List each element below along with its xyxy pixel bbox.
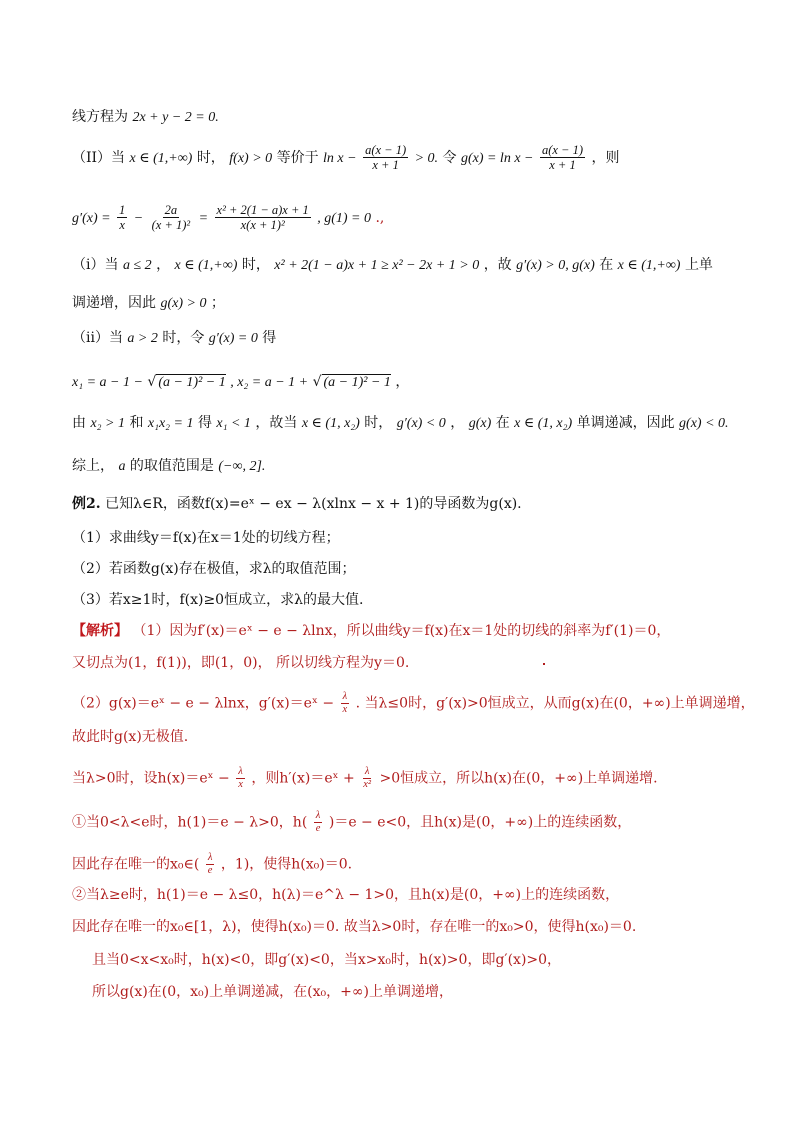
line-part-ii	[72, 143, 619, 173]
radical: √ (a − 1)² − 1	[147, 374, 225, 390]
text: 故此时g(x)无极值.	[72, 729, 189, 745]
math: , x₂ = a − 1 +	[230, 375, 309, 390]
fraction: $\frac{\lambda}{\text{x²}}$	[363, 766, 372, 791]
line-roots-conclusion	[72, 416, 729, 431]
monotonic-1	[92, 953, 561, 967]
stray-dot	[543, 663, 545, 665]
text: 调递增，因此	[72, 295, 156, 311]
text: 时，	[364, 415, 393, 431]
fraction: $\frac{\lambda}{e}$	[315, 810, 321, 835]
text: 线方程为	[72, 109, 128, 125]
text: ，	[450, 415, 465, 431]
example-body: 已知λ∈R，函数f(x)=eˣ − ex − λ(xlnx − x + 1)的导函数为g(x).	[105, 496, 522, 512]
example-2	[72, 497, 522, 511]
text: （3）若x≥1时，f(x)≥0恒成立，求λ的最大值.	[72, 592, 364, 608]
math: x₁ = a − 1 −	[72, 375, 143, 390]
text: )＝e − e<0，且h(x)是(0，+∞)上的连续函数，	[328, 814, 632, 831]
text: 在	[495, 415, 510, 431]
text: .,	[375, 209, 385, 226]
line-case-i	[72, 258, 713, 273]
text: >0恒成立，所以h(x)在(0，+∞)上单调递增.	[379, 770, 658, 787]
text: （i）当	[72, 257, 119, 273]
line-summary	[72, 459, 265, 474]
fraction: $\frac{1}{x}$	[119, 203, 126, 233]
text: 的取值范围是	[129, 458, 214, 474]
text: ，故当	[255, 415, 298, 431]
text: ；	[210, 295, 225, 311]
text: . 当λ≤0时，g′(x)>0恒成立，从而g(x)在(0，+∞)上单调递增，	[355, 695, 755, 712]
math: g(x)	[468, 416, 492, 431]
text: 等价于	[276, 149, 319, 166]
text: （II）当	[72, 149, 126, 166]
text: 上单	[684, 257, 713, 273]
math: x₁ < 1	[216, 416, 251, 431]
math: g(x) = ln x −	[460, 150, 534, 166]
math: x² + 2(1 − a)x + 1 ≥ x² − 2x + 1 > 0	[274, 258, 480, 273]
math: =	[198, 210, 209, 226]
text: （2）若函数g(x)存在极值，求λ的取值范围；	[72, 561, 356, 577]
line-case-i-cont	[72, 296, 225, 311]
text: 单调递减，因此	[576, 415, 675, 431]
text: 和	[129, 415, 144, 431]
text: 因此存在唯一的x₀∈(	[72, 856, 200, 873]
math: x₂ > 1	[90, 416, 125, 431]
fraction: $\frac{\lambda}{x}$	[342, 691, 348, 716]
fraction: $\frac{\lambda}{e}$	[207, 852, 213, 877]
text: （1）因为f′(x)＝eˣ − e − λlnx，所以曲线y＝f(x)在x＝1处的切线的斜率为f′(1)＝0，	[132, 623, 671, 639]
text: ，	[156, 257, 171, 273]
text: 时，令	[162, 330, 205, 346]
math: x ∈ (1,+∞)	[129, 150, 193, 166]
solution-part-2	[72, 691, 755, 716]
question-2	[72, 562, 356, 576]
question-1	[72, 531, 340, 545]
radical: √ (a − 1)² − 1	[313, 374, 391, 390]
math: g(x) < 0.	[679, 416, 729, 431]
text: 得	[262, 330, 277, 346]
text: 因此存在唯一的x₀∈[1，λ)，使得h(x₀)＝0. 故当λ>0时，存在唯一的x₀>0，使得h(x₀)＝0.	[72, 919, 637, 935]
math: x₁x₂ = 1	[147, 416, 194, 431]
text: ①当0<λ<e时，h(1)＝e − λ>0，h(	[72, 814, 308, 831]
text: ②当λ≥e时，h(1)＝e − λ≤0，h(λ)＝e^λ − 1>0，且h(x)是(0，+∞)上的连续函数，	[72, 887, 620, 903]
text: （ii）当	[72, 330, 123, 346]
text: 在	[599, 257, 614, 273]
text: 令	[442, 149, 457, 166]
text: 当λ>0时，设h(x)＝eˣ −	[72, 770, 230, 787]
fraction: $\frac{\text{x² + 2(1 − a)x + 1}}{\text{x(x + 1)²}}$	[216, 203, 309, 233]
line-tangent-eq	[72, 110, 219, 125]
line-case-ii	[72, 331, 276, 346]
text: 得	[197, 415, 212, 431]
math: g′(x) = 0	[208, 331, 258, 346]
text: ，	[395, 374, 410, 390]
math: x ∈ (1,+∞)	[617, 258, 681, 273]
math: g′(x) < 0	[396, 416, 446, 431]
solution-part-2-cont	[72, 730, 188, 744]
math: (−∞, 2].	[218, 459, 266, 474]
text: 由	[72, 415, 86, 431]
solution-part-1	[72, 624, 670, 638]
math: f(x) > 0	[229, 150, 273, 166]
text: 时，	[196, 149, 225, 166]
case-1	[72, 810, 631, 835]
math: > 0.	[414, 150, 439, 166]
fraction: $\frac{\lambda}{x}$	[238, 766, 243, 791]
math: a > 2	[127, 331, 158, 346]
fraction: $\frac{a(x - 1)}{x + 1}$	[541, 143, 583, 173]
text: 综上，	[72, 458, 114, 474]
text: ，则h′(x)＝eˣ +	[251, 770, 355, 787]
text: 又切点为(1，f(1))，即(1，0)， 所以切线方程为y＝0.	[72, 655, 410, 671]
fraction: $\frac{2a}{\text{(x + 1)²}}$	[151, 203, 191, 233]
text: 且当0<x<x₀时，h(x)<0，即g′(x)<0，当x>x₀时，h(x)>0，即g′(x)>0，	[92, 952, 562, 968]
math: 2x + y − 2 = 0.	[132, 110, 219, 125]
math: , g(1) = 0	[317, 210, 372, 226]
math: a ≤ 2	[122, 258, 152, 273]
case-2	[72, 888, 619, 902]
solution-tag: 【解析】	[72, 623, 128, 639]
math: a	[118, 459, 126, 474]
math: x ∈ (1,+∞)	[174, 258, 238, 273]
math: g′(x) =	[72, 210, 111, 226]
math: g′(x) > 0, g(x)	[516, 258, 595, 273]
solution-part-2-lambda-positive	[72, 766, 658, 791]
case-1-cont	[72, 852, 352, 877]
text: ，1)，使得h(x₀)＝0.	[220, 856, 353, 873]
question-3	[72, 593, 363, 607]
math: g(x) > 0	[160, 296, 207, 311]
math: x ∈ (1, x₂)	[301, 416, 360, 431]
math: ln x −	[323, 150, 357, 166]
text: （2）g(x)＝eˣ − e − λlnx，g′(x)＝eˣ −	[72, 695, 335, 712]
text: ，则	[591, 149, 620, 166]
text: （1）求曲线y＝f(x)在x＝1处的切线方程；	[72, 530, 340, 546]
text: ，故	[483, 257, 512, 273]
line-derivative	[72, 203, 384, 233]
solution-part-1-cont	[72, 656, 409, 670]
math: −	[133, 210, 144, 226]
case-2-cont	[72, 920, 636, 934]
line-roots	[72, 375, 409, 390]
text: 时，	[241, 257, 270, 273]
text: 所以g(x)在(0，x₀)上单调递减，在(x₀，+∞)上单调递增，	[92, 984, 453, 1000]
monotonic-2	[92, 985, 453, 999]
fraction: $\frac{a(x - 1)}{x + 1}$	[365, 143, 407, 173]
math: x ∈ (1, x₂)	[514, 416, 573, 431]
example-title: 例2.	[72, 496, 101, 512]
